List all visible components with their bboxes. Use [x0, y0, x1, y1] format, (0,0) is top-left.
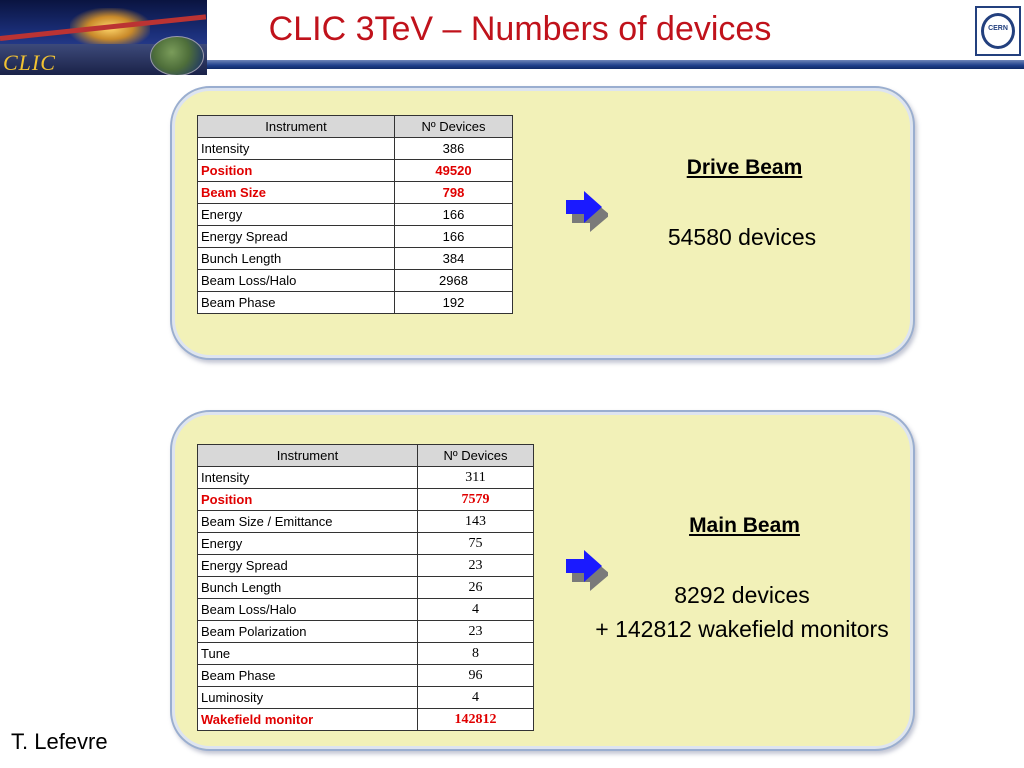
main-beam-table-body [198, 467, 534, 731]
cern-logo-text: CERN [988, 25, 1008, 32]
device-count-cell: 2968 [395, 270, 513, 292]
device-count-cell: 49520 [395, 160, 513, 182]
table-row [198, 665, 534, 687]
device-count-cell: 7579 [418, 489, 534, 511]
table-row [198, 292, 513, 314]
device-count-cell: 166 [395, 226, 513, 248]
drive-beam-title: Drive Beam [686, 156, 803, 179]
device-count-cell: 166 [395, 204, 513, 226]
instrument-cell: Bunch Length [198, 248, 395, 270]
instrument-cell: Energy Spread [198, 555, 418, 577]
clic-logo [0, 0, 207, 75]
instrument-cell: Beam Size / Emittance [198, 511, 418, 533]
table-row [198, 489, 534, 511]
table-row [198, 182, 513, 204]
device-count-cell: 75 [418, 533, 534, 555]
instrument-cell: Position [198, 489, 418, 511]
device-count-cell: 23 [418, 555, 534, 577]
device-count-cell: 311 [418, 467, 534, 489]
page-title: CLIC 3TeV – Numbers of devices [268, 10, 772, 48]
device-count-cell: 96 [418, 665, 534, 687]
main-beam-summary-devices: 8292 devices [674, 582, 810, 608]
table-row [198, 270, 513, 292]
table-row [198, 160, 513, 182]
column-header-devices: Nº Devices [418, 445, 534, 467]
instrument-cell: Energy [198, 204, 395, 226]
table-row [198, 599, 534, 621]
device-count-cell: 384 [395, 248, 513, 270]
table-row [198, 621, 534, 643]
device-count-cell: 26 [418, 577, 534, 599]
instrument-cell: Energy [198, 533, 418, 555]
instrument-cell: Intensity [198, 138, 395, 160]
instrument-cell: Bunch Length [198, 577, 418, 599]
device-count-cell: 386 [395, 138, 513, 160]
clic-logo-text: CLIC [3, 50, 56, 75]
author-name: T. Lefevre [11, 729, 108, 754]
instrument-cell: Intensity [198, 467, 418, 489]
main-beam-summary-wakefield: + 142812 wakefield monitors [595, 616, 889, 642]
instrument-cell: Energy Spread [198, 226, 395, 248]
table-row [198, 226, 513, 248]
main-beam-panel [170, 410, 915, 751]
table-row [198, 138, 513, 160]
instrument-cell: Wakefield monitor [198, 709, 418, 731]
main-beam-title: Main Beam [689, 514, 800, 537]
table-row [198, 467, 534, 489]
right-arrow-icon [562, 188, 608, 234]
header-bar [207, 60, 1024, 69]
instrument-cell: Beam Loss/Halo [198, 599, 418, 621]
table-row [198, 204, 513, 226]
device-count-cell: 8 [418, 643, 534, 665]
table-row [198, 533, 534, 555]
instrument-cell: Luminosity [198, 687, 418, 709]
device-count-cell: 798 [395, 182, 513, 204]
drive-beam-summary: 54580 devices [667, 224, 817, 250]
cern-logo [975, 6, 1021, 56]
instrument-cell: Beam Loss/Halo [198, 270, 395, 292]
instrument-cell: Beam Phase [198, 665, 418, 687]
table-row [198, 511, 534, 533]
device-count-cell: 23 [418, 621, 534, 643]
table-row [198, 687, 534, 709]
table-row [198, 577, 534, 599]
device-count-cell: 142812 [418, 709, 534, 731]
table-row [198, 709, 534, 731]
device-count-cell: 143 [418, 511, 534, 533]
instrument-cell: Beam Size [198, 182, 395, 204]
table-header-row [198, 445, 534, 467]
column-header-instrument: Instrument [198, 445, 418, 467]
drive-beam-table [197, 115, 513, 314]
main-beam-table [197, 444, 534, 731]
device-count-cell: 4 [418, 599, 534, 621]
column-header-devices: Nº Devices [395, 116, 513, 138]
table-header-row [198, 116, 513, 138]
device-count-cell: 4 [418, 687, 534, 709]
device-count-cell: 192 [395, 292, 513, 314]
globe-icon [150, 36, 204, 75]
instrument-cell: Beam Phase [198, 292, 395, 314]
table-row [198, 643, 534, 665]
instrument-cell: Tune [198, 643, 418, 665]
table-row [198, 248, 513, 270]
instrument-cell: Position [198, 160, 395, 182]
drive-beam-table-body [198, 138, 513, 314]
drive-beam-panel [170, 86, 915, 360]
instrument-cell: Beam Polarization [198, 621, 418, 643]
table-row [198, 555, 534, 577]
column-header-instrument: Instrument [198, 116, 395, 138]
